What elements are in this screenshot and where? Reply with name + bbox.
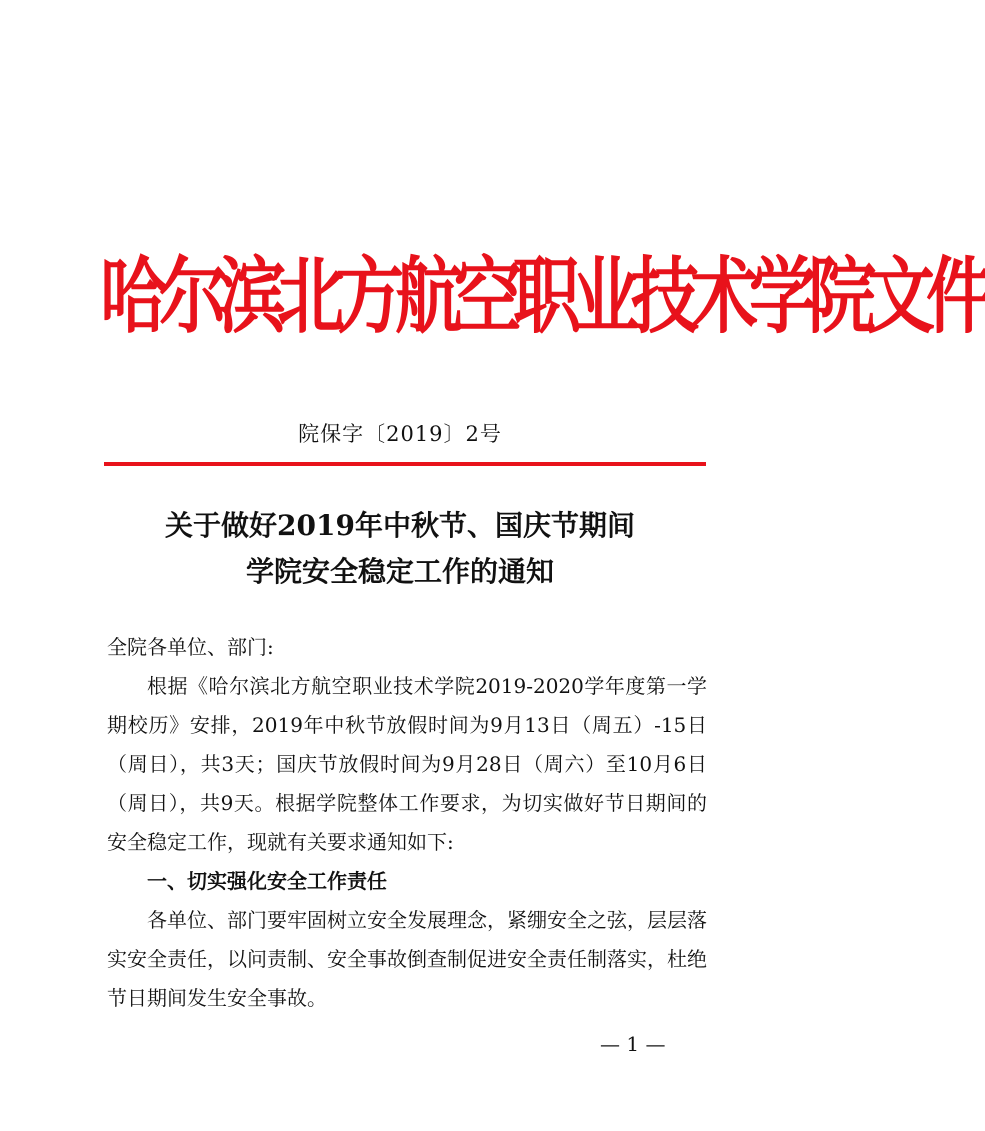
notice-title — [0, 503, 800, 595]
page-number: — 1 — — [600, 1032, 666, 1056]
red-divider-line — [104, 462, 706, 466]
salutation: 全院各单位、部门: — [107, 635, 274, 659]
notice-title-line-2: 学院安全稳定工作的通知 — [245, 555, 554, 588]
notice-body — [107, 628, 707, 1018]
notice-title-line-1: 关于做好2019年中秋节、国庆节期间 — [165, 509, 635, 542]
intro-paragraph: 根据《哈尔滨北方航空职业技术学院2019-2020学年度第一学期校历》安排，2019年中秋节放假时间为9月13日（周五）-15日（周日），共3天；国庆节放假时间为9月28日（周六）至10月6日（周日），共9天。根据学院整体工作要求，为切实做好节日期间的安全稳定工作，现就有关要求通知如下: — [107, 674, 707, 854]
issuing-authority-header: 哈尔滨北方航空职业技术学院文件 — [100, 249, 985, 346]
section-1-paragraph: 各单位、部门要牢固树立安全发展理念，紧绷安全之弦，层层落实安全责任，以问责制、安全事故倒查制促进安全责任制落实，杜绝节日期间发生安全事故。 — [107, 908, 707, 1010]
document-number: 院保字〔2019〕2号 — [298, 422, 502, 446]
section-1-heading: 一、切实强化安全工作责任 — [147, 869, 387, 893]
